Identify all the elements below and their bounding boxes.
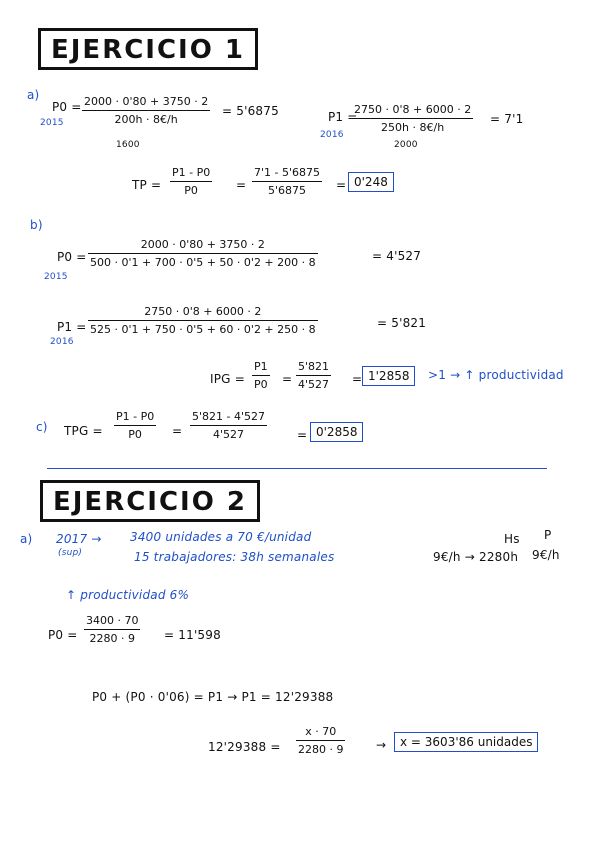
ex1a-p1-year: 2016 bbox=[320, 130, 344, 140]
ex2a-line1-year-sub: (sup) bbox=[58, 548, 83, 558]
ex2a-p-value: 9€/h bbox=[532, 548, 560, 562]
ex1a-tp-frac1-num: P1 - P0 bbox=[172, 166, 211, 179]
ex2a-p0-fraction bbox=[84, 614, 140, 645]
ex1b-ipg-eq: = bbox=[282, 372, 293, 386]
ex2a-prod-note: ↑ productividad 6% bbox=[66, 588, 190, 602]
ex1b-ipg-frac2-den: 4'527 bbox=[298, 378, 330, 391]
ex2a-p0-lhs: P0 = bbox=[48, 628, 78, 642]
ex2a-p0-denominator: 2280 · 9 bbox=[89, 632, 135, 645]
ex1a-p0-fraction bbox=[82, 95, 210, 126]
ex1a-tp-frac1 bbox=[170, 166, 212, 197]
ex1a-p1-numerator: 2750 · 0'8 + 6000 · 2 bbox=[354, 103, 472, 116]
ex1b-p1-lhs: P1 = bbox=[57, 320, 87, 334]
ex1b-p1-numerator: 2750 · 0'8 + 6000 · 2 bbox=[144, 305, 262, 318]
ex2a-line2-text: 15 trabajadores: 38h semanales bbox=[134, 550, 335, 564]
ex1a-p0-result: = 5'6875 bbox=[222, 104, 279, 118]
ex2a-final-arrow: → bbox=[376, 738, 387, 752]
ex1c-tpg-frac2 bbox=[190, 410, 267, 441]
ex1a-tp-frac2-num: 7'1 - 5'6875 bbox=[254, 166, 320, 179]
ex1b-ipg-frac1-num: P1 bbox=[254, 360, 268, 373]
ex1-part-c-label: c) bbox=[36, 420, 48, 434]
ex1b-ipg-note: >1 → ↑ productividad bbox=[428, 368, 564, 382]
ex2a-line1-text: 3400 unidades a 70 €/unidad bbox=[130, 530, 312, 544]
ex2a-line1-year: 2017 → bbox=[56, 532, 102, 546]
ex1c-tpg-result-box: 0'2858 bbox=[310, 422, 363, 442]
ex1c-tpg-frac2-num: 5'821 - 4'527 bbox=[192, 410, 265, 423]
ex2a-p0-result: = 11'598 bbox=[164, 628, 221, 642]
ex1b-p0-result: = 4'527 bbox=[372, 249, 422, 263]
ex1a-p1-den-note: 2000 bbox=[394, 140, 418, 150]
ex1b-ipg-frac1-den: P0 bbox=[254, 378, 268, 391]
ex1b-p0-denominator: 500 · 0'1 + 700 · 0'5 + 50 · 0'2 + 200 · 8 bbox=[90, 256, 316, 269]
ex1c-tpg-frac1-num: P1 - P0 bbox=[116, 410, 155, 423]
ex1b-ipg-eq2: = bbox=[352, 372, 363, 386]
ex1a-p1-lhs: P1 = bbox=[328, 110, 358, 124]
section-divider bbox=[47, 468, 547, 469]
ex1c-tpg-lhs: TPG = bbox=[64, 424, 103, 438]
ex1a-p0-numerator: 2000 · 0'80 + 3750 · 2 bbox=[84, 95, 209, 108]
ex1a-p1-result: = 7'1 bbox=[490, 112, 524, 126]
ex1a-tp-eq: = bbox=[236, 178, 247, 192]
ex1b-ipg-lhs: IPG = bbox=[210, 372, 245, 386]
ex2a-p-header: P bbox=[544, 528, 552, 542]
exercise-1-title: EJERCICIO 1 bbox=[38, 28, 258, 70]
ex1b-p1-year: 2016 bbox=[50, 337, 74, 347]
ex1a-p1-denominator: 250h · 8€/h bbox=[381, 121, 445, 134]
ex1a-p1-fraction bbox=[352, 103, 473, 134]
ex1b-p1-fraction bbox=[88, 305, 318, 336]
ex1b-p0-numerator: 2000 · 0'80 + 3750 · 2 bbox=[140, 238, 265, 251]
ex1b-ipg-frac2-num: 5'821 bbox=[298, 360, 330, 373]
ex1-part-a-label: a) bbox=[27, 88, 40, 102]
ex2a-final-fraction bbox=[296, 725, 345, 756]
ex1c-tpg-eq2: = bbox=[297, 428, 308, 442]
ex1a-p0-den-note: 1600 bbox=[116, 140, 140, 150]
ex2a-final-result-box: x = 3603'86 unidades bbox=[394, 732, 538, 752]
ex1c-tpg-eq: = bbox=[172, 424, 183, 438]
ex1b-p0-fraction bbox=[88, 238, 318, 269]
ex1b-ipg-frac2 bbox=[296, 360, 331, 391]
ex1a-tp-frac2-den: 5'6875 bbox=[267, 184, 307, 197]
ex1a-tp-result-box: 0'248 bbox=[348, 172, 394, 192]
ex1c-tpg-frac1 bbox=[114, 410, 156, 441]
ex2a-final-numerator: x · 70 bbox=[305, 725, 337, 738]
ex1b-ipg-result-box: 1'2858 bbox=[362, 366, 415, 386]
ex1b-ipg-frac1 bbox=[252, 360, 270, 391]
ex1a-p0-year: 2015 bbox=[40, 118, 64, 128]
ex1c-tpg-frac1-den: P0 bbox=[128, 428, 142, 441]
ex1a-tp-frac1-den: P0 bbox=[184, 184, 198, 197]
ex1a-tp-frac2 bbox=[252, 166, 322, 197]
ex2-part-a-label: a) bbox=[20, 532, 33, 546]
ex1-part-b-label: b) bbox=[30, 218, 43, 232]
ex1c-tpg-frac2-den: 4'527 bbox=[212, 428, 245, 441]
exercise-2-title: EJERCICIO 2 bbox=[40, 480, 260, 522]
ex2a-eq-line: P0 + (P0 · 0'06) = P1 → P1 = 12'29388 bbox=[92, 690, 334, 704]
ex1b-p1-denominator: 525 · 0'1 + 750 · 0'5 + 60 · 0'2 + 250 · 8 bbox=[90, 323, 316, 336]
ex2a-hrs-header: Hs bbox=[504, 532, 520, 546]
ex1b-p1-result: = 5'821 bbox=[377, 316, 427, 330]
ex1a-p0-denominator: 200h · 8€/h bbox=[114, 113, 178, 126]
ex1b-p0-lhs: P0 = bbox=[57, 250, 87, 264]
ex1a-tp-lhs: TP = bbox=[132, 178, 162, 192]
ex2a-final-lhs: 12'29388 = bbox=[208, 740, 281, 754]
ex1a-tp-eq2: = bbox=[336, 178, 347, 192]
ex1a-p0-lhs: P0 = bbox=[52, 100, 82, 114]
ex2a-p0-numerator: 3400 · 70 bbox=[86, 614, 139, 627]
ex2a-final-denominator: 2280 · 9 bbox=[298, 743, 344, 756]
ex2a-hrs-line: 9€/h → 2280h bbox=[433, 550, 519, 564]
ex1b-p0-year: 2015 bbox=[44, 272, 68, 282]
